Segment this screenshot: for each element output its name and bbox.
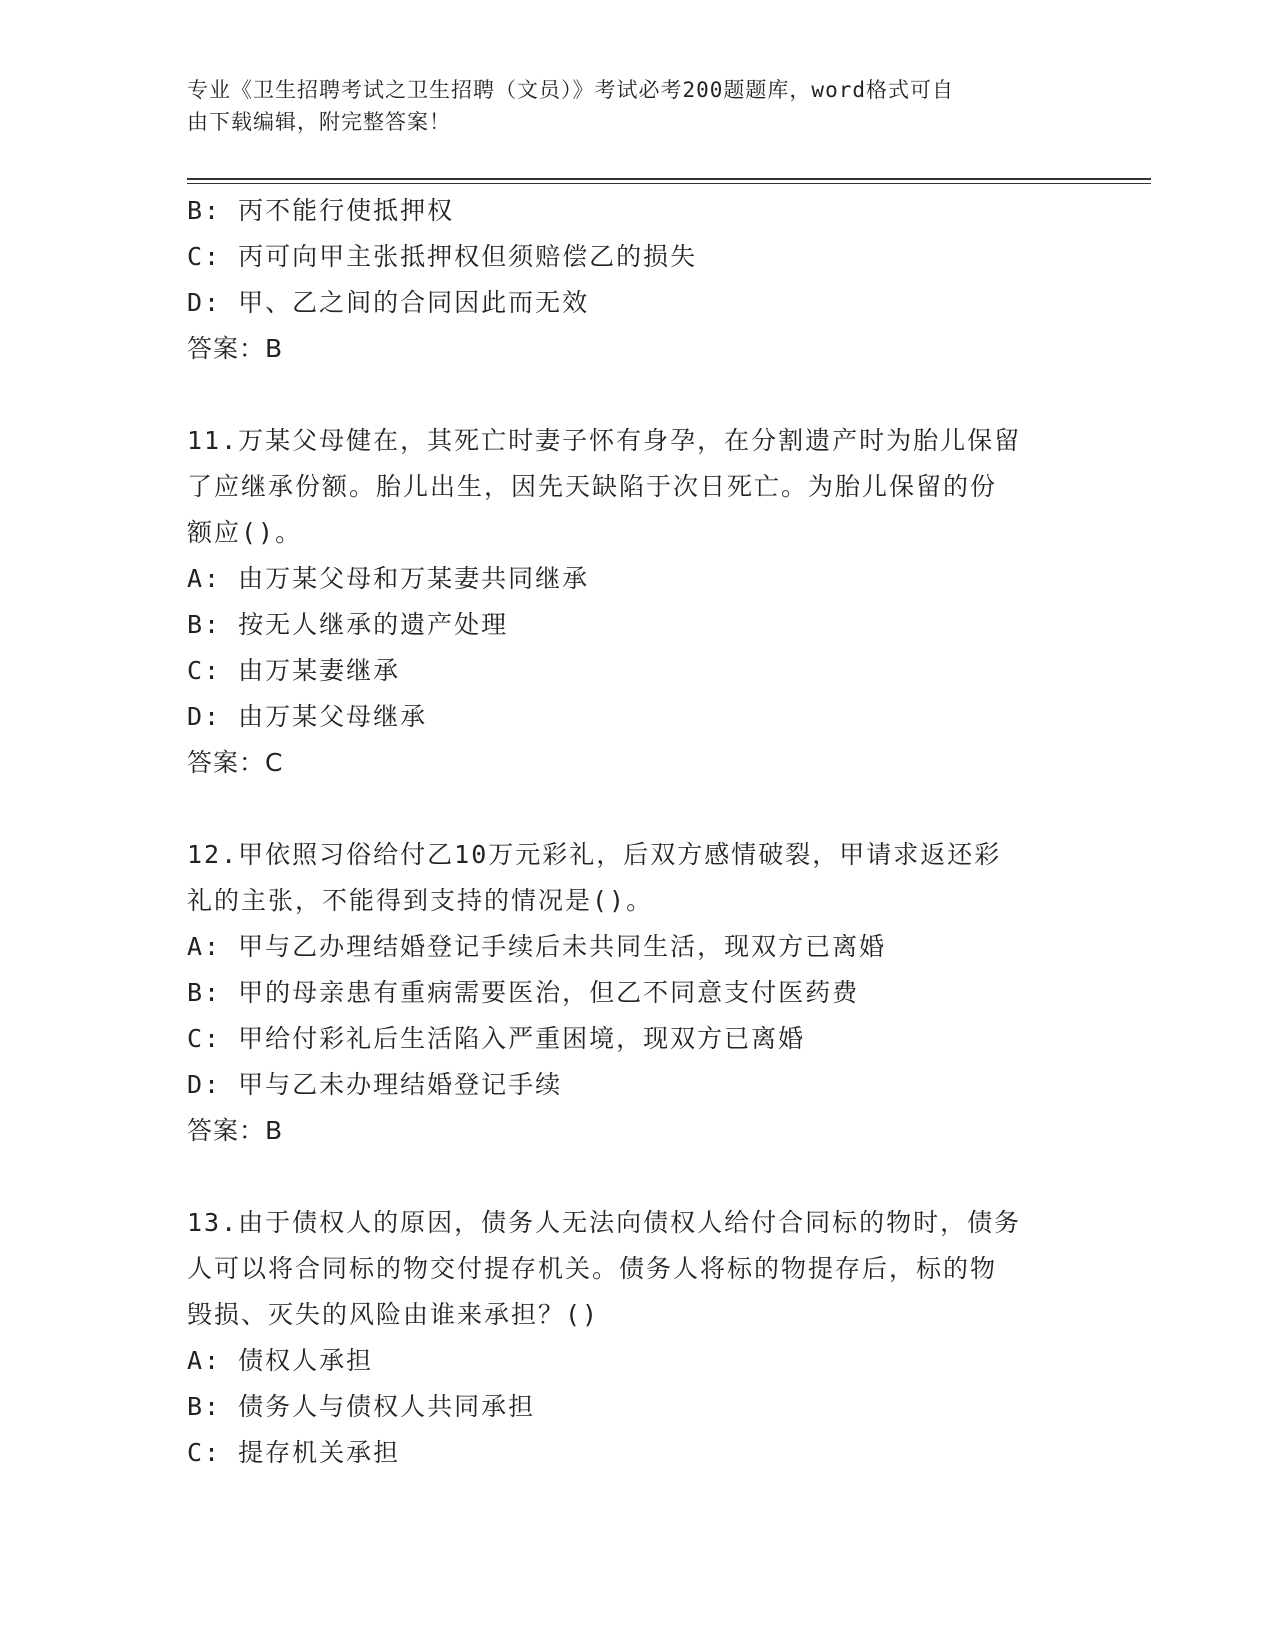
answer: 答案：B: [187, 1116, 284, 1145]
header-line-1: 专业《卫生招聘考试之卫生招聘（文员）》考试必考200题题库，word格式可自: [187, 78, 954, 102]
option-b: B: 按无人继承的遗产处理: [187, 610, 509, 639]
header-line-2: 由下载编辑，附完整答案！: [187, 110, 451, 134]
question-text-line-3: 额应()。: [187, 518, 303, 547]
option-d: D: 由万某父母继承: [187, 702, 428, 731]
option-a: A: 甲与乙办理结婚登记手续后未共同生活，现双方已离婚: [187, 932, 887, 961]
option-c: C: 甲给付彩礼后生活陷入严重困境，现双方已离婚: [187, 1024, 806, 1053]
spacer: [187, 1154, 1087, 1200]
question-11: [187, 418, 1087, 786]
answer: 答案：C: [187, 748, 284, 777]
option-a: A: 由万某父母和万某妻共同继承: [187, 564, 590, 593]
question-10-tail: [187, 188, 1087, 372]
option-b: B: 丙不能行使抵押权: [187, 196, 455, 225]
question-text-line-1: 11.万某父母健在，其死亡时妻子怀有身孕，在分割遗产时为胎儿保留: [187, 426, 1022, 455]
option-c: C: 提存机关承担: [187, 1438, 401, 1467]
spacer: [187, 786, 1087, 832]
question-text-line-3: 毁损、灭失的风险由谁来承担？(): [187, 1300, 600, 1329]
option-b: B: 债务人与债权人共同承担: [187, 1392, 536, 1421]
question-text-line-1: 13.由于债权人的原因，债务人无法向债权人给付合同标的物时，债务: [187, 1208, 1022, 1237]
question-13: [187, 1200, 1087, 1476]
question-text-line-2: 礼的主张，不能得到支持的情况是()。: [187, 886, 654, 915]
header-rule-thin: [187, 183, 1151, 184]
question-12: [187, 832, 1087, 1154]
question-text-line-2: 了应继承份额。胎儿出生，因先天缺陷于次日死亡。为胎儿保留的份: [187, 472, 998, 501]
document-body: [187, 188, 1087, 1476]
option-d: D: 甲、乙之间的合同因此而无效: [187, 288, 590, 317]
option-c: C: 丙可向甲主张抵押权但须赔偿乙的损失: [187, 242, 698, 271]
question-text-line-2: 人可以将合同标的物交付提存机关。债务人将标的物提存后，标的物: [187, 1254, 998, 1283]
header-rule-thick: [187, 178, 1151, 180]
answer: 答案：B: [187, 334, 284, 363]
page-header: [187, 74, 1087, 138]
option-c: C: 由万某妻继承: [187, 656, 401, 685]
option-d: D: 甲与乙未办理结婚登记手续: [187, 1070, 563, 1099]
option-b: B: 甲的母亲患有重病需要医治，但乙不同意支付医药费: [187, 978, 860, 1007]
question-text-line-1: 12.甲依照习俗给付乙10万元彩礼，后双方感情破裂，甲请求返还彩: [187, 840, 1002, 869]
spacer: [187, 372, 1087, 418]
option-a: A: 债权人承担: [187, 1346, 374, 1375]
